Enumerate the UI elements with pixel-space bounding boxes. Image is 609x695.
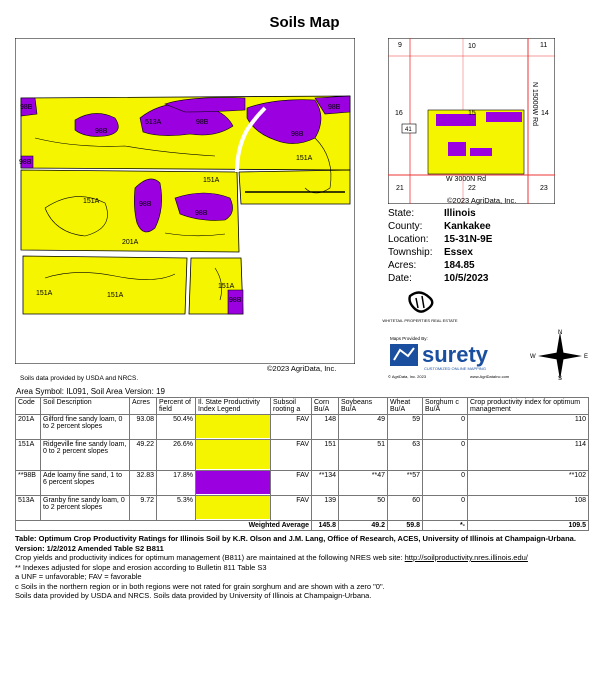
info-key: Location:: [388, 234, 429, 245]
map-label: 98B: [20, 104, 33, 111]
note-text: Crop yields and productivity indices for optimum management (B811) are maintained at the following NRES web site:: [15, 553, 405, 562]
map-label: 98B: [229, 297, 242, 304]
road-label: W 3000N Rd: [446, 176, 487, 183]
legend-swatch: [196, 415, 271, 440]
note-line: Table: Optimum Crop Productivity Ratings for Illinois Soil by K.R. Olson and J.M. Lang, Office of Research, ACES, University of Illinois at Champaign-Urbana. Version: 1/2/2012 Amended Table S2 B811: [15, 534, 576, 553]
map-label: 98B: [291, 131, 304, 138]
logos-area: [380, 290, 600, 380]
legend-swatch: [196, 496, 271, 521]
cell-acres: 93.08: [130, 415, 157, 440]
compass-rose-icon: [530, 330, 588, 380]
cell-sorghum: 0: [423, 471, 468, 496]
surety-foot-left: © AgriData, Inc. 2023: [388, 374, 427, 379]
compass-s: S: [558, 376, 563, 380]
table-header-row: [16, 398, 589, 415]
cell-corn: 151: [312, 440, 339, 471]
note-line: [15, 553, 600, 563]
cell-subsoil: FAV: [271, 440, 312, 471]
info-key: Date:: [388, 273, 412, 284]
source-note: Soils data provided by USDA and NRCS.: [20, 375, 139, 382]
info-value: Illinois: [444, 208, 476, 219]
locator-copyright: ©2023 AgriData, Inc.: [447, 196, 517, 205]
info-key: County:: [388, 221, 423, 232]
cell-acres: 9.72: [130, 496, 157, 521]
map-label: 98B: [196, 119, 209, 126]
section-label: 14: [541, 110, 549, 117]
cell-code: 151A: [16, 440, 41, 471]
cell-corn: 148: [312, 415, 339, 440]
whitetail-logo: [382, 292, 458, 323]
col-header: Il. State Productivity Index Legend: [196, 398, 271, 415]
info-value: 184.85: [444, 260, 475, 271]
map-label: 98B: [139, 201, 152, 208]
cell-code: 513A: [16, 496, 41, 521]
map-label: 201A: [122, 239, 139, 246]
soils-table: [15, 397, 589, 531]
nres-link[interactable]: http://soilproductivity.nres.illinois.edu/: [404, 553, 528, 562]
cell-wheat: 59: [388, 415, 423, 440]
note-line: Soils data provided by USDA and NRCS. Soils data provided by University of Illinois at Champaign-Urbana.: [15, 591, 372, 600]
section-label: 10: [468, 43, 476, 50]
note-line: c Soils in the northern region or in both regions were not rated for grain sorghum and are shown with a zero "0".: [15, 581, 385, 591]
col-header: Sorghum c Bu/A: [423, 398, 468, 415]
col-header: Corn Bu/A: [312, 398, 339, 415]
col-header: Wheat Bu/A: [388, 398, 423, 415]
map-label: 151A: [296, 155, 313, 162]
cell-pct: 17.8%: [157, 471, 196, 496]
section-label: 11: [540, 42, 548, 49]
legend-swatch: [196, 440, 271, 471]
section-label: 23: [540, 185, 548, 192]
note-line: ** Indexes adjusted for slope and erosion according to Bulletin 811 Table S3: [15, 562, 267, 572]
map-label: 98B: [328, 104, 341, 111]
surety-tagline: CUSTOMIZED ONLINE MAPPING: [424, 366, 486, 371]
soils-map: [15, 38, 355, 364]
cell-cpi: 108: [468, 496, 589, 521]
weighted-average-row: [16, 521, 589, 531]
cell-acres: 32.83: [130, 471, 157, 496]
section-label: 15: [468, 110, 476, 117]
table-row: [16, 415, 589, 440]
info-key: Township:: [388, 247, 433, 258]
info-value: 10/5/2023: [444, 273, 489, 284]
table-row: [16, 471, 589, 496]
cell-wheat: **57: [388, 471, 423, 496]
cell-desc: Gilford fine sandy loam, 0 to 2 percent slopes: [41, 415, 130, 440]
section-label: 9: [398, 42, 402, 49]
col-header: Acres: [130, 398, 157, 415]
cell-pct: 5.3%: [157, 496, 196, 521]
weighted-label: Weighted Average: [16, 521, 312, 531]
surety-wordmark: surety: [422, 342, 489, 367]
info-value: Kankakee: [444, 221, 491, 232]
col-header: Subsoil rooting a: [271, 398, 312, 415]
cell-sorghum: 0: [423, 496, 468, 521]
map-label: 98B: [95, 128, 108, 135]
cell-cpi: 114: [468, 440, 589, 471]
map-label: 513A: [145, 119, 162, 126]
area-symbol: Area Symbol: IL091, Soil Area Version: 19: [16, 387, 165, 396]
compass-w: W: [530, 354, 536, 360]
road-label: N 15000W Rd: [531, 82, 538, 126]
cell-soy: 50: [339, 496, 388, 521]
map-copyright: ©2023 AgriData, Inc.: [267, 364, 337, 373]
map-label: 151A: [83, 198, 100, 205]
legend-swatch: [196, 471, 271, 496]
compass-n: N: [558, 330, 563, 336]
col-header: Soybeans Bu/A: [339, 398, 388, 415]
cell-sorghum: 0: [423, 440, 468, 471]
col-header: Percent of field: [157, 398, 196, 415]
info-value: 15-31N-9E: [444, 234, 493, 245]
cell-code: **98B: [16, 471, 41, 496]
table-row: [16, 440, 589, 471]
cell-sorghum: 0: [423, 415, 468, 440]
cell-desc: Ade loamy fine sand, 1 to 6 percent slopes: [41, 471, 130, 496]
cell-cpi: **102: [468, 471, 589, 496]
map-label: 98B: [19, 159, 32, 166]
cell-pct: 50.4%: [157, 415, 196, 440]
surety-logo: [388, 342, 510, 379]
cell-desc: Ridgeville fine sandy loam, 0 to 2 percent slopes: [41, 440, 130, 471]
cell-soy: 51: [339, 440, 388, 471]
map-label: 151A: [107, 292, 124, 299]
table-notes: [15, 534, 600, 601]
compass-e: E: [584, 354, 589, 360]
page-title: Soils Map: [269, 14, 340, 31]
cell-soy: **47: [339, 471, 388, 496]
cell-soy: 49: [339, 415, 388, 440]
section-label: 16: [395, 110, 403, 117]
cell-code: 201A: [16, 415, 41, 440]
cell-acres: 49.22: [130, 440, 157, 471]
table-row: [16, 496, 589, 521]
cell-subsoil: FAV: [271, 471, 312, 496]
cell-cpi: 110: [468, 415, 589, 440]
cell-desc: Granby fine sandy loam, 0 to 2 percent slopes: [41, 496, 130, 521]
whitetail-text: WHITETAIL PROPERTIES REAL ESTATE: [382, 318, 458, 323]
weighted-soy: 49.2: [339, 521, 388, 531]
cell-wheat: 63: [388, 440, 423, 471]
route-shield: 41: [405, 127, 412, 133]
cell-subsoil: FAV: [271, 415, 312, 440]
weighted-cpi: 109.5: [468, 521, 589, 531]
map-label: 151A: [218, 283, 235, 290]
map-label: 98B: [195, 210, 208, 217]
note-line: a UNF = unfavorable; FAV = favorable: [15, 572, 142, 581]
property-info: [388, 207, 492, 285]
col-header: Crop productivity index for optimum management: [468, 398, 589, 415]
section-label: 21: [396, 185, 404, 192]
cell-corn: 139: [312, 496, 339, 521]
info-key: Acres:: [388, 260, 417, 271]
maps-by-text: Maps Provided By:: [390, 336, 428, 341]
col-header: Code: [16, 398, 41, 415]
cell-corn: **134: [312, 471, 339, 496]
cell-pct: 26.6%: [157, 440, 196, 471]
map-label: 151A: [36, 290, 53, 297]
weighted-wheat: 59.8: [388, 521, 423, 531]
info-key: State:: [388, 208, 415, 219]
cell-subsoil: FAV: [271, 496, 312, 521]
surety-foot-right: www.AgriDataInc.com: [470, 374, 510, 379]
locator-map: [388, 38, 555, 204]
cell-wheat: 60: [388, 496, 423, 521]
weighted-corn: 145.8: [312, 521, 339, 531]
map-label: 151A: [203, 177, 220, 184]
section-label: 22: [468, 185, 476, 192]
weighted-sorghum: *-: [423, 521, 468, 531]
col-header: Soil Description: [41, 398, 130, 415]
info-value: Essex: [444, 247, 473, 258]
